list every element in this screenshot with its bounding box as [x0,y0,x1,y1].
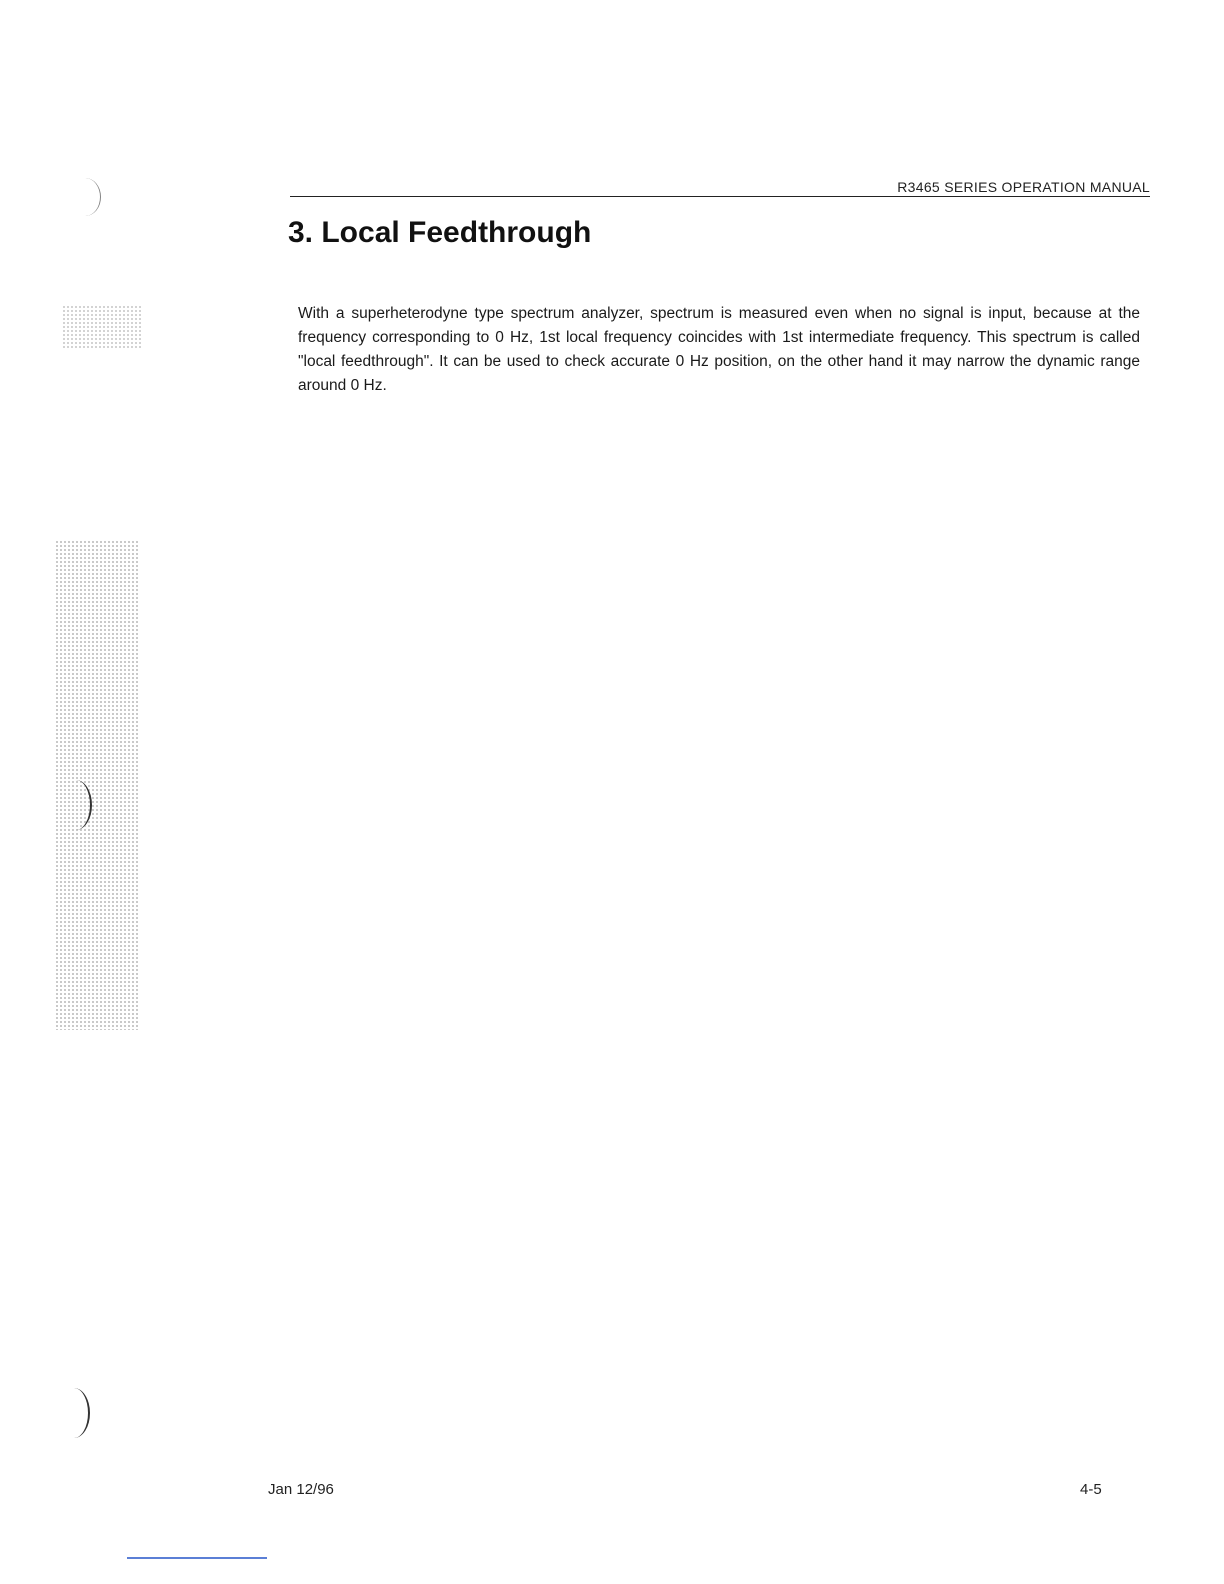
footer-date: Jan 12/96 [268,1481,334,1498]
blue-underline-mark [127,1557,267,1559]
section-title: 3. Local Feedthrough [288,216,592,249]
page-number: 4-5 [1080,1481,1102,1498]
binder-hole-mark [70,178,101,216]
section-body-paragraph: With a superheterodyne type spectrum analyzer, spectrum is measured even when no signal is input, because at the frequency corresponding to 0 Hz, 1st local frequency coincides with 1st intermediate frequency. This spectrum is called "local feedthrough". It can be used to check accurate 0 Hz position, on the other hand it may narrow the dynamic range around 0 Hz. [298,305,1140,394]
binder-hole-mark [60,780,92,830]
manual-title: R3465 SERIES OPERATION MANUAL [897,179,1150,195]
running-header [290,176,1150,197]
scan-artifact-top [62,305,142,350]
binder-hole-mark [58,1388,90,1438]
